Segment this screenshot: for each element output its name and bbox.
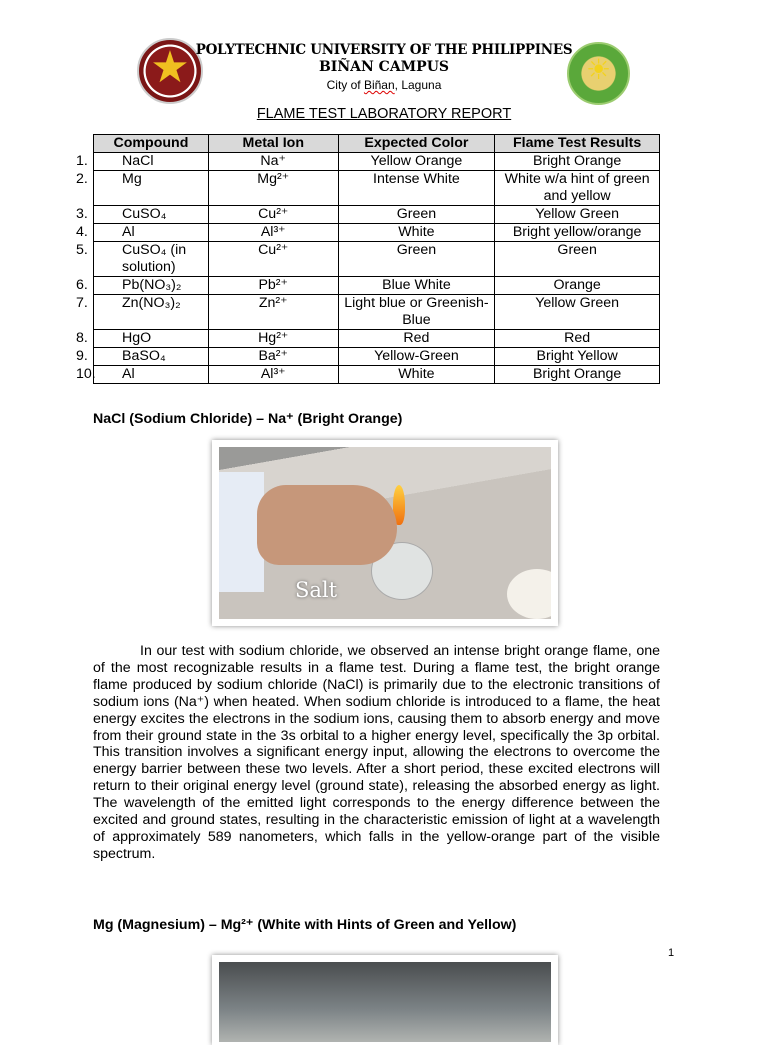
result-cell: Green	[495, 242, 660, 277]
binan-city-seal-logo: ☀	[567, 42, 630, 105]
page-number: 1	[668, 947, 675, 959]
column-header: Expected Color	[338, 135, 495, 153]
table-row	[94, 277, 660, 295]
compound-cell: 5. CuSO₄ (in solution)	[94, 242, 209, 277]
column-header: Compound	[94, 135, 209, 153]
metal-ion-cell: Cu²⁺	[208, 206, 338, 224]
compound-cell: 3. CuSO₄	[94, 206, 209, 224]
table-row	[94, 366, 660, 384]
expected-color-cell: Green	[338, 206, 495, 224]
table-row	[94, 153, 660, 171]
section-heading-mg: Mg (Magnesium) – Mg²⁺ (White with Hints of Green and Yellow)	[93, 917, 517, 933]
compound-cell: 9. BaSO₄	[94, 348, 209, 366]
city-line: City of Biñan, Laguna	[326, 78, 442, 92]
result-cell: Yellow Green	[495, 206, 660, 224]
metal-ion-cell: Hg²⁺	[208, 330, 338, 348]
table-row	[94, 330, 660, 348]
expected-color-cell: Red	[338, 330, 495, 348]
metal-ion-cell: Mg²⁺	[208, 171, 338, 206]
column-header: Metal Ion	[208, 135, 338, 153]
result-cell: Bright yellow/orange	[495, 224, 660, 242]
flame-test-table	[76, 134, 660, 384]
expected-color-cell: Yellow Orange	[338, 153, 495, 171]
result-cell: Bright Yellow	[495, 348, 660, 366]
compound-cell: 1. NaCl	[94, 153, 209, 171]
compound-cell: 4. Al	[94, 224, 209, 242]
metal-ion-cell: Al³⁺	[208, 224, 338, 242]
metal-ion-cell: Ba²⁺	[208, 348, 338, 366]
metal-ion-cell: Zn²⁺	[208, 295, 338, 330]
expected-color-cell: White	[338, 224, 495, 242]
campus-name: BIÑAN CAMPUS	[318, 59, 450, 75]
metal-ion-cell: Al³⁺	[208, 366, 338, 384]
expected-color-cell: Light blue or Greenish-Blue	[338, 295, 495, 330]
expected-color-cell: Intense White	[338, 171, 495, 206]
compound-cell: 10. Al	[94, 366, 209, 384]
metal-ion-cell: Cu²⁺	[208, 242, 338, 277]
result-cell: Red	[495, 330, 660, 348]
photo-caption: Salt	[295, 578, 338, 602]
mg-flame-photo	[212, 955, 558, 1045]
section-heading-nacl: NaCl (Sodium Chloride) – Na⁺ (Bright Orange)	[93, 411, 403, 427]
result-cell: Yellow Green	[495, 295, 660, 330]
metal-ion-cell: Pb²⁺	[208, 277, 338, 295]
nacl-flame-photo	[212, 440, 558, 626]
result-cell: Bright Orange	[495, 153, 660, 171]
compound-cell: 8. HgO	[94, 330, 209, 348]
column-header: Flame Test Results	[495, 135, 660, 153]
table-row	[94, 206, 660, 224]
table-row	[94, 171, 660, 206]
expected-color-cell: Yellow-Green	[338, 348, 495, 366]
compound-cell: 7. Zn(NO₃)₂	[94, 295, 209, 330]
compound-cell: 2. Mg	[94, 171, 209, 206]
table-row	[94, 348, 660, 366]
pup-seal-logo: ★	[137, 38, 203, 104]
expected-color-cell: White	[338, 366, 495, 384]
nacl-paragraph: In our test with sodium chloride, we observed an intense bright orange flame, one of the most recognizable results in a flame test. During a flame test, the bright orange flame produced by sodium chloride (NaCl) is primarily due to the electronic transitions of sodium ions (Na⁺) when heated. When sodium chloride is introduced to a flame, the heat energy excites the electrons in the sodium ions, causing them to absorb energy and move from their ground state in the 3s orbital to a higher energy level, specifically the 3p orbital. This transition involves a significant energy input, allowing the electrons to overcome the energy barrier between these two levels. After a short period, these excited electrons will return to their original energy level (ground state), releasing the absorbed energy as light. The wavelength of the emitted light corresponds to the energy difference between the excited and ground states, resulting in the characteristic emission of light at a wavelength of approximately 589 nanometers, which falls in the yellow-orange part of the visible spectrum.	[93, 643, 660, 862]
table-row	[94, 224, 660, 242]
result-cell: White w/a hint of green and yellow	[495, 171, 660, 206]
result-cell: Bright Orange	[495, 366, 660, 384]
report-title: FLAME TEST LABORATORY REPORT	[256, 106, 512, 122]
compound-cell: 6. Pb(NO₃)₂	[94, 277, 209, 295]
table-row	[94, 242, 660, 277]
expected-color-cell: Blue White	[338, 277, 495, 295]
university-name: POLYTECHNIC UNIVERSITY OF THE PHILIPPINES	[195, 42, 573, 58]
table-row	[94, 295, 660, 330]
expected-color-cell: Green	[338, 242, 495, 277]
result-cell: Orange	[495, 277, 660, 295]
metal-ion-cell: Na⁺	[208, 153, 338, 171]
